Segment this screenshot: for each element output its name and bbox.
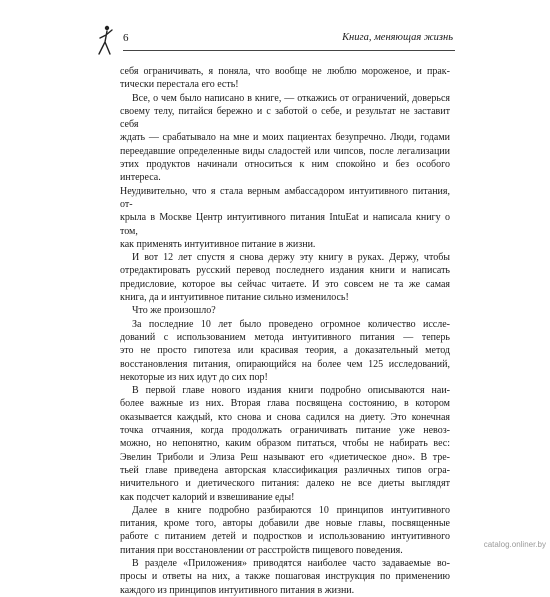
running-figure-logo-icon: [95, 24, 117, 60]
running-title: Книга, меняющая жизнь: [342, 32, 453, 43]
page-header: [95, 30, 455, 56]
text-line: В первой главе нового издания книги подробно описываются наи-: [132, 385, 450, 397]
text-line: точка отчаяния, когда продолжать ограничивать питание уже невоз-: [120, 425, 450, 437]
text-line: Далее в книге подробно разбираются 10 принципов интуитивного: [132, 504, 450, 516]
text-line: Неудивительно, что я стала верным амбассадором интуитивного питания, от-: [120, 185, 450, 210]
text-line: крыла в Москве Центр интуитивного питания IntuEat и написала книгу о том,: [120, 212, 450, 237]
text-line: Что же произошло?: [132, 305, 216, 317]
text-line: как применять интуитивное питание в жизни.: [120, 238, 316, 250]
text-line: В разделе «Приложения» приводятся наиболее часто задаваемые во-: [132, 557, 450, 569]
text-line: работе с питанием детей и подростков и использованию интуитивного: [120, 531, 450, 543]
text-line: своему телу, питайся бережно и с заботой о себе, и результат не заставит себя: [120, 105, 450, 131]
text-line: питания при восстановлении от расстройств пищевого поведения.: [120, 544, 403, 556]
text-line: ничительного и диетического питания: далеко не все диеты выглядят: [120, 478, 450, 490]
text-line: можно, но непонятно, каким образом питаться, чтобы не набирать вес:: [120, 438, 450, 450]
text-line: Все, о чем было написано в книге, — откажись от ограничений, доверься: [132, 92, 450, 104]
text-line: как подсчет калорий и взвешивание еды!: [120, 491, 295, 503]
text-line: книга, да и интуитивное питание сильно изменилось!: [120, 292, 349, 304]
watermark: catalog.onliner.by: [483, 540, 546, 549]
text-line: дований с использованием метода интуитивного питания — теперь: [120, 331, 450, 343]
text-line: просы и ответы на них, а также пошаговая инструкция по применению: [120, 571, 450, 583]
text-line: каждого из принципов интуитивного питания в жизни.: [120, 584, 355, 596]
text-line: оказывается каждый, кто снова и снова садился на диету. Это конечная: [120, 411, 450, 423]
body-text: [120, 65, 450, 597]
text-line: Эвелин Триболи и Элиза Реш называют его «диетическое дно». В тре-: [120, 451, 450, 463]
text-line: себя ограничивать, я поняла, что вообще не люблю мороженое, и прак-: [120, 66, 450, 77]
text-line: И вот 12 лет спустя я снова держу эту книгу в руках. Держу, чтобы: [132, 252, 450, 264]
text-line: переедавшие определенные виды сладостей или чипсов, после легализации: [120, 145, 450, 157]
text-line: тьей главе приведена авторская классификация различных типов огра-: [120, 464, 450, 476]
text-line: это не просто гипотеза или красивая теория, а доказательный метод: [120, 345, 450, 357]
text-line: тически перестала его есть!: [120, 79, 239, 91]
text-line: питания, кроме того, авторы добавили две новые главы, посвященные: [120, 518, 450, 530]
text-line: За последние 10 лет было проведено огромное количество иссле-: [132, 318, 450, 330]
text-line: некоторые из них идут до сих пор!: [120, 371, 268, 383]
text-line: предисловие, которое вы сейчас читаете. И это совсем не та же самая: [120, 278, 450, 290]
text-line: отредактировать русский перевод последнего издания книги и написать: [120, 265, 450, 277]
text-line: более важные из них. Вторая глава посвящена состоянию, в котором: [120, 398, 450, 410]
text-line: восстановления питания, опирающийся на более чем 125 исследований,: [120, 358, 450, 370]
text-line: ждать — срабатывало на мне и моих пациентах безупречно. Люди, годами: [120, 132, 450, 144]
page-number: 6: [123, 32, 129, 44]
header-rule: [123, 50, 455, 51]
text-line: этих продуктов начинали относиться к ним спокойно и без особого интереса.: [120, 159, 450, 184]
